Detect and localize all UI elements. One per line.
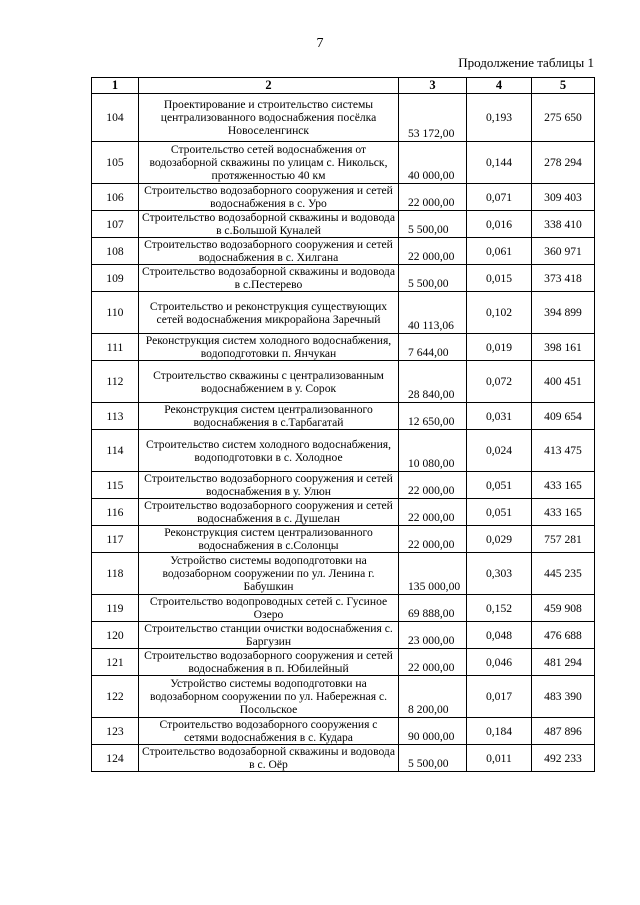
row-number: 113 <box>92 403 139 430</box>
row-description: Строительство водозаборной скважины и водовода в с.Большой Куналей <box>139 211 399 238</box>
data-table <box>91 77 595 772</box>
row-value-4: 0,193 <box>467 94 532 142</box>
row-cost: 5 500,00 <box>399 745 467 772</box>
row-description: Устройство системы водоподготовки на водозаборном сооружении по ул. Набережная с. Посольское <box>139 676 399 718</box>
row-value-4: 0,144 <box>467 142 532 184</box>
row-value-4: 0,184 <box>467 718 532 745</box>
row-cost: 22 000,00 <box>399 238 467 265</box>
row-description: Строительство систем холодного водоснабжения, водоподготовки в с. Холодное <box>139 430 399 472</box>
table-row <box>92 499 595 526</box>
table-header-row <box>92 78 595 94</box>
row-value-5: 373 418 <box>532 265 595 292</box>
table-row <box>92 238 595 265</box>
row-number: 121 <box>92 649 139 676</box>
row-cost: 8 200,00 <box>399 676 467 718</box>
row-description: Строительство и реконструкция существующих сетей водоснабжения микрорайона Заречный <box>139 292 399 334</box>
column-header: 4 <box>467 78 532 94</box>
column-header: 1 <box>92 78 139 94</box>
row-value-4: 0,303 <box>467 553 532 595</box>
row-cost: 12 650,00 <box>399 403 467 430</box>
row-value-4: 0,019 <box>467 334 532 361</box>
row-value-5: 398 161 <box>532 334 595 361</box>
row-value-5: 487 896 <box>532 718 595 745</box>
row-number: 107 <box>92 211 139 238</box>
row-value-5: 360 971 <box>532 238 595 265</box>
row-value-5: 445 235 <box>532 553 595 595</box>
table-row <box>92 430 595 472</box>
page-number: 7 <box>316 36 324 51</box>
table-row <box>92 211 595 238</box>
row-cost: 22 000,00 <box>399 472 467 499</box>
table-row <box>92 472 595 499</box>
column-header: 2 <box>139 78 399 94</box>
table-body <box>92 94 595 772</box>
table-row <box>92 718 595 745</box>
row-number: 110 <box>92 292 139 334</box>
row-value-5: 275 650 <box>532 94 595 142</box>
row-value-4: 0,024 <box>467 430 532 472</box>
row-value-5: 481 294 <box>532 649 595 676</box>
row-value-4: 0,017 <box>467 676 532 718</box>
row-number: 106 <box>92 184 139 211</box>
row-description: Строительство водозаборного сооружения и сетей водоснабжения в у. Улюн <box>139 472 399 499</box>
row-value-5: 483 390 <box>532 676 595 718</box>
table-row <box>92 745 595 772</box>
row-cost: 5 500,00 <box>399 211 467 238</box>
row-value-4: 0,048 <box>467 622 532 649</box>
row-number: 119 <box>92 595 139 622</box>
table-row <box>92 526 595 553</box>
row-number: 108 <box>92 238 139 265</box>
table-continuation-caption: Продолжение таблицы 1 <box>458 55 594 70</box>
row-value-4: 0,102 <box>467 292 532 334</box>
row-number: 109 <box>92 265 139 292</box>
row-description: Строительство скважины с централизованным водоснабжением в у. Сорок <box>139 361 399 403</box>
row-number: 114 <box>92 430 139 472</box>
table-row <box>92 184 595 211</box>
table-row <box>92 622 595 649</box>
table-row <box>92 265 595 292</box>
table-row <box>92 553 595 595</box>
row-value-4: 0,051 <box>467 472 532 499</box>
row-value-5: 278 294 <box>532 142 595 184</box>
row-value-4: 0,031 <box>467 403 532 430</box>
row-value-4: 0,011 <box>467 745 532 772</box>
row-cost: 23 000,00 <box>399 622 467 649</box>
row-description: Проектирование и строительство системы централизованного водоснабжения посёлка Новоселенгинск <box>139 94 399 142</box>
row-value-5: 476 688 <box>532 622 595 649</box>
row-number: 116 <box>92 499 139 526</box>
row-description: Реконструкция систем холодного водоснабжения, водоподготовки п. Янчукан <box>139 334 399 361</box>
row-value-5: 757 281 <box>532 526 595 553</box>
row-cost: 5 500,00 <box>399 265 467 292</box>
row-value-5: 338 410 <box>532 211 595 238</box>
row-cost: 22 000,00 <box>399 526 467 553</box>
row-number: 105 <box>92 142 139 184</box>
row-cost: 40 000,00 <box>399 142 467 184</box>
row-value-5: 309 403 <box>532 184 595 211</box>
table-row <box>92 649 595 676</box>
row-value-5: 400 451 <box>532 361 595 403</box>
row-number: 123 <box>92 718 139 745</box>
column-header: 3 <box>399 78 467 94</box>
table-row <box>92 142 595 184</box>
row-description: Строительство сетей водоснабжения от водозаборной скважины по улицам с. Никольск, протяженностью 40 км <box>139 142 399 184</box>
row-description: Строительство водозаборного сооружения с сетями водоснабжения в с. Кудара <box>139 718 399 745</box>
row-value-4: 0,016 <box>467 211 532 238</box>
row-value-4: 0,061 <box>467 238 532 265</box>
row-number: 112 <box>92 361 139 403</box>
row-value-5: 394 899 <box>532 292 595 334</box>
table-row <box>92 361 595 403</box>
row-cost: 90 000,00 <box>399 718 467 745</box>
row-number: 104 <box>92 94 139 142</box>
row-number: 122 <box>92 676 139 718</box>
row-cost: 28 840,00 <box>399 361 467 403</box>
row-value-4: 0,015 <box>467 265 532 292</box>
table-row <box>92 676 595 718</box>
row-number: 117 <box>92 526 139 553</box>
row-description: Реконструкция систем централизованного водоснабжения в с.Тарбагатай <box>139 403 399 430</box>
table-row <box>92 292 595 334</box>
row-cost: 53 172,00 <box>399 94 467 142</box>
row-value-4: 0,029 <box>467 526 532 553</box>
column-header: 5 <box>532 78 595 94</box>
row-value-4: 0,071 <box>467 184 532 211</box>
row-value-5: 459 908 <box>532 595 595 622</box>
row-value-5: 413 475 <box>532 430 595 472</box>
row-number: 124 <box>92 745 139 772</box>
row-value-4: 0,046 <box>467 649 532 676</box>
row-value-5: 433 165 <box>532 499 595 526</box>
row-number: 111 <box>92 334 139 361</box>
row-description: Строительство водозаборного сооружения и сетей водоснабжения в с. Хилгана <box>139 238 399 265</box>
table-row <box>92 334 595 361</box>
row-description: Строительство водопроводных сетей с. Гусиное Озеро <box>139 595 399 622</box>
row-value-5: 492 233 <box>532 745 595 772</box>
row-description: Строительство водозаборного сооружения и сетей водоснабжения в с. Уро <box>139 184 399 211</box>
row-description: Реконструкция систем централизованного водоснабжения в с.Солонцы <box>139 526 399 553</box>
row-cost: 10 080,00 <box>399 430 467 472</box>
row-value-4: 0,072 <box>467 361 532 403</box>
row-value-5: 409 654 <box>532 403 595 430</box>
row-cost: 22 000,00 <box>399 184 467 211</box>
row-value-5: 433 165 <box>532 472 595 499</box>
row-description: Устройство системы водоподготовки на водозаборном сооружении по ул. Ленина г. Бабушкин <box>139 553 399 595</box>
table-row <box>92 403 595 430</box>
row-cost: 40 113,06 <box>399 292 467 334</box>
row-description: Строительство водозаборной скважины и водовода в с. Оёр <box>139 745 399 772</box>
row-cost: 7 644,00 <box>399 334 467 361</box>
row-description: Строительство станции очистки водоснабжения с. Баргузин <box>139 622 399 649</box>
row-number: 120 <box>92 622 139 649</box>
row-description: Строительство водозаборной скважины и водовода в с.Пестерево <box>139 265 399 292</box>
row-description: Строительство водозаборного сооружения и сетей водоснабжения в п. Юбилейный <box>139 649 399 676</box>
row-value-4: 0,152 <box>467 595 532 622</box>
row-number: 118 <box>92 553 139 595</box>
row-number: 115 <box>92 472 139 499</box>
row-value-4: 0,051 <box>467 499 532 526</box>
table-row <box>92 595 595 622</box>
row-cost: 69 888,00 <box>399 595 467 622</box>
row-description: Строительство водозаборного сооружения и сетей водоснабжения в с. Душелан <box>139 499 399 526</box>
row-cost: 135 000,00 <box>399 553 467 595</box>
row-cost: 22 000,00 <box>399 649 467 676</box>
table-row <box>92 94 595 142</box>
row-cost: 22 000,00 <box>399 499 467 526</box>
